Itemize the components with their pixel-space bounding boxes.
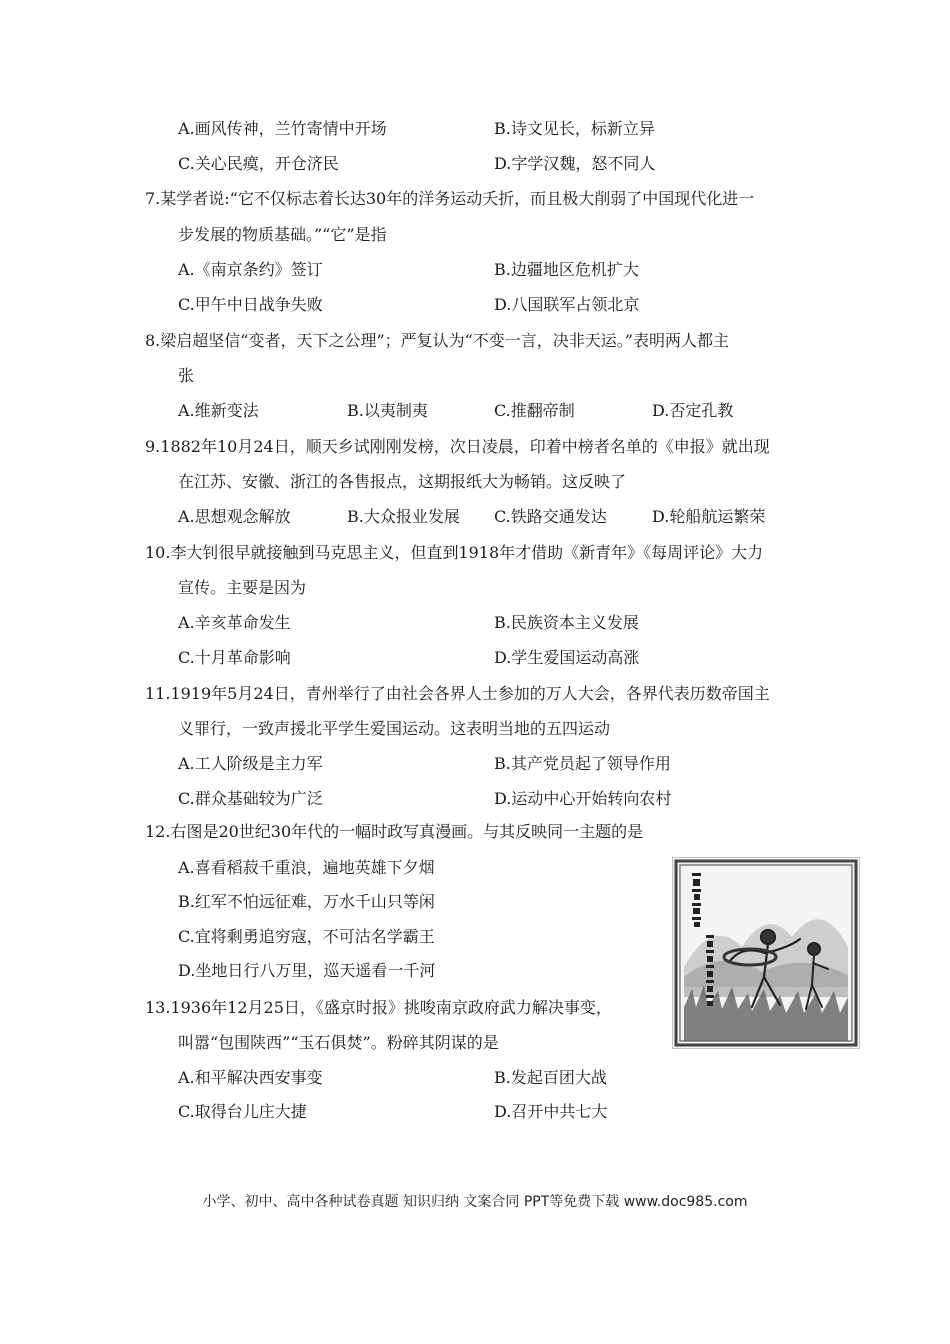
page-footer: 小学、初中、高中各种试卷真题 知识归纳 文案合同 PPT等免费下载 www.doc985.com xyxy=(202,1194,748,1210)
q7-option-d: D.八国联军占领北京 xyxy=(494,295,640,314)
q9-option-c: C.铁路交通发达 xyxy=(494,507,607,526)
q7-stem-line2: 步发展的物质基础。”“它”是指 xyxy=(178,225,387,244)
q8-stem-line2: 张 xyxy=(178,366,195,385)
q11-option-c: C.群众基础较为广泛 xyxy=(178,789,323,808)
q7-option-c: C.甲午中日战争失败 xyxy=(178,295,323,314)
q9-stem-line2: 在江苏、安徽、浙江的各售报点，这期报纸大为畅销。这反映了 xyxy=(178,472,627,491)
q9-option-b: B.大众报业发展 xyxy=(347,507,460,526)
q6-option-c: C.关心民瘼，开仓济民 xyxy=(178,154,339,173)
q7-stem-line1: 7.某学者说:“它不仅标志着长达30年的洋务运动夭折，而且极大削弱了中国现代化进一 xyxy=(145,189,755,208)
q8-option-b: B.以夷制夷 xyxy=(347,401,428,420)
q10-option-d: D.学生爱国运动高涨 xyxy=(494,648,640,667)
q13-option-a: A.和平解决西安事变 xyxy=(178,1068,323,1087)
q11-option-d: D.运动中心开始转向农村 xyxy=(494,789,672,808)
q10-stem-line2: 宣传。主要是因为 xyxy=(178,578,307,597)
q10-stem-line1: 10.李大钊很早就接触到马克思主义，但直到1918年才借助《新青年》《每周评论》大力 xyxy=(145,543,764,562)
q9-option-a: A.思想观念解放 xyxy=(178,507,291,526)
q13-stem-line2: 叫嚣“包围陕西”“玉石俱焚”。粉碎其阴谋的是 xyxy=(178,1033,499,1052)
q8-option-a: A.维新变法 xyxy=(178,401,259,420)
q11-option-b: B.其产党员起了领导作用 xyxy=(494,754,671,773)
q9-option-d: D.轮船航运繁荣 xyxy=(652,507,766,526)
q12-option-a: A.喜看稻菽千重浪，遍地英雄下夕烟 xyxy=(178,858,435,877)
cartoon-illustration xyxy=(672,857,860,1049)
q13-stem-line1: 13.1936年12月25日，《盛京时报》挑唆南京政府武力解决事变， xyxy=(145,998,612,1017)
q13-option-c: C.取得台儿庄大捷 xyxy=(178,1102,307,1121)
q10-option-b: B.民族资本主义发展 xyxy=(494,613,639,632)
q7-option-a: A.《南京条约》签订 xyxy=(178,260,323,279)
q11-option-a: A.工人阶级是主力军 xyxy=(178,754,323,773)
q11-stem-line2: 义罪行，一致声援北平学生爱国运动。这表明当地的五四运动 xyxy=(178,719,611,738)
q13-option-d: D.召开中共七大 xyxy=(494,1102,608,1121)
q12-stem-line1: 12.右图是20世纪30年代的一幅时政写真漫画。与其反映同一主题的是 xyxy=(145,822,644,841)
q7-option-b: B.边疆地区危机扩大 xyxy=(494,260,639,279)
q11-stem-line1: 11.1919年5月24日，青州举行了由社会各界人士参加的万人大会，各界代表历数帝国主 xyxy=(145,684,770,703)
q13-option-b: B.发起百团大战 xyxy=(494,1068,607,1087)
q10-option-c: C.十月革命影响 xyxy=(178,648,291,667)
q6-option-b: B.诗文见长，标新立异 xyxy=(494,119,655,138)
q6-option-a: A.画风传神，兰竹寄情中开场 xyxy=(178,119,387,138)
q10-option-a: A.辛亥革命发生 xyxy=(178,613,291,632)
q12-option-c: C.宜将剩勇追穷寇，不可沽名学霸王 xyxy=(178,927,435,946)
q8-option-d: D.否定孔教 xyxy=(652,401,734,420)
q6-option-d: D.字学汉魏，怒不同人 xyxy=(494,154,656,173)
q9-stem-line1: 9.1882年10月24日，顺天乡试刚刚发榜，次日凌晨，印着中榜者名单的《申报》就出现 xyxy=(145,437,770,456)
q8-stem-line1: 8.梁启超坚信“变者，天下之公理”；严复认为“不变一言，决非天运。”表明两人都主 xyxy=(145,331,729,350)
q12-option-d: D.坐地日行八万里，巡天遥看一千河 xyxy=(178,961,436,980)
q12-option-b: B.红军不怕远征难，万水千山只等闲 xyxy=(178,892,435,911)
q8-option-c: C.推翻帝制 xyxy=(494,401,575,420)
